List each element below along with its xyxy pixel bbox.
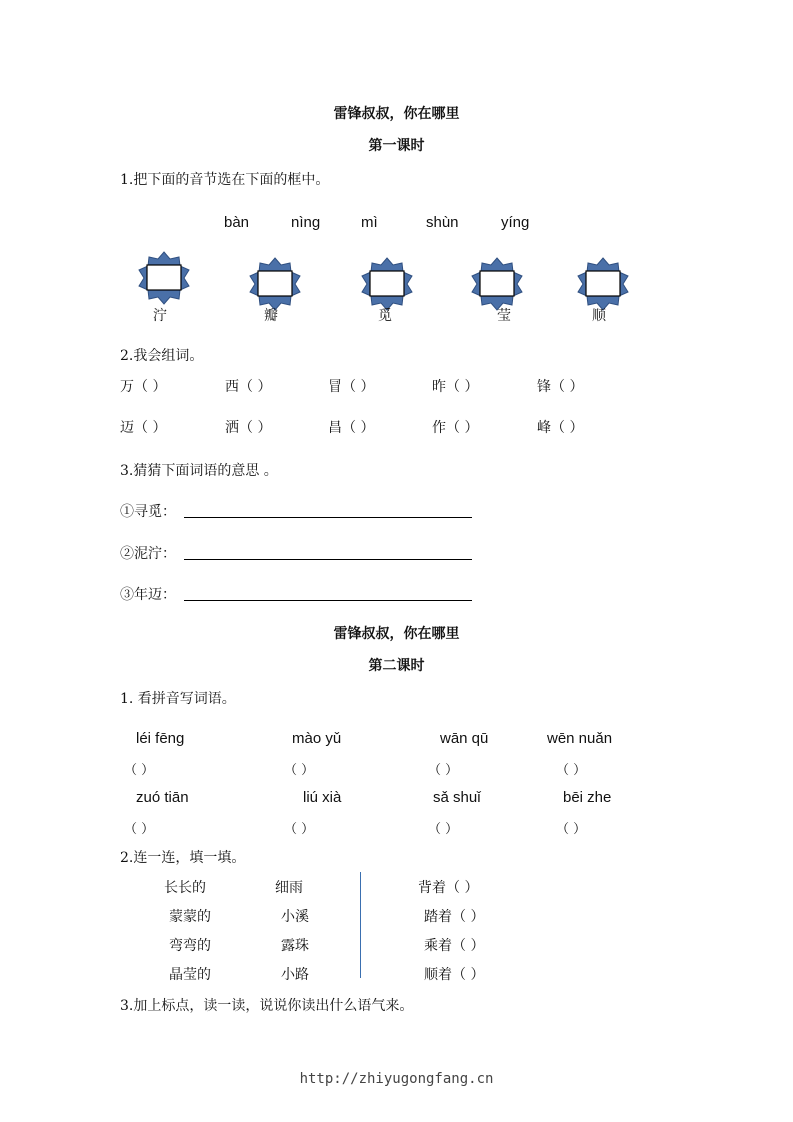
answer-box[interactable] xyxy=(137,251,191,305)
word-blank[interactable]: 迈（ ） xyxy=(120,420,167,436)
lesson2-q2-prompt: 2.连一连，填一填。 xyxy=(120,850,246,866)
match-left-item[interactable]: 晶莹的 xyxy=(169,967,211,983)
meaning-label: ③年迈： xyxy=(120,587,176,603)
meaning-label: ①寻觅： xyxy=(120,504,176,520)
lesson1-q1-prompt: 1.把下面的音节选在下面的框中。 xyxy=(120,172,330,188)
syllable: shùn xyxy=(426,214,459,231)
character: 泞 xyxy=(153,308,167,324)
pinyin-word: zuó tiān xyxy=(136,789,189,806)
meaning-label: ②泥泞： xyxy=(120,546,176,562)
syllable: bàn xyxy=(224,214,250,231)
match-right-item[interactable]: 露珠 xyxy=(281,938,309,954)
write-blank[interactable]: （ ） xyxy=(556,763,587,778)
word-blank[interactable]: 昌（ ） xyxy=(328,420,375,436)
match-right-item[interactable]: 小溪 xyxy=(281,909,309,925)
lesson1-q2-prompt: 2.我会组词。 xyxy=(120,348,204,364)
answer-box[interactable] xyxy=(248,257,302,311)
match-left-item[interactable]: 长长的 xyxy=(164,880,206,896)
pinyin-word: léi fēng xyxy=(136,730,185,747)
fill-blank[interactable]: 背着（ ） xyxy=(418,880,479,896)
syllable: mì xyxy=(361,214,378,231)
match-right-item[interactable]: 小路 xyxy=(281,967,309,983)
write-blank[interactable]: （ ） xyxy=(428,763,459,778)
word-blank[interactable]: 冒（ ） xyxy=(328,379,375,395)
write-blank[interactable]: （ ） xyxy=(284,763,315,778)
word-blank[interactable]: 作（ ） xyxy=(432,420,479,436)
match-left-item[interactable]: 弯弯的 xyxy=(169,938,211,954)
word-blank[interactable]: 西（ ） xyxy=(225,379,272,395)
pinyin-word: bēi zhe xyxy=(563,789,612,806)
fill-blank[interactable]: 乘着（ ） xyxy=(424,938,485,954)
match-right-item[interactable]: 细雨 xyxy=(275,880,303,896)
fill-blank[interactable]: 顺着（ ） xyxy=(424,967,485,983)
character: 觅 xyxy=(378,308,392,324)
answer-box[interactable] xyxy=(576,257,630,311)
pinyin-word: liú xià xyxy=(303,789,342,806)
column-divider xyxy=(360,872,361,978)
word-blank[interactable]: 万（ ） xyxy=(120,379,167,395)
word-blank[interactable]: 锋（ ） xyxy=(537,379,584,395)
write-blank[interactable]: （ ） xyxy=(124,822,155,837)
write-blank[interactable]: （ ） xyxy=(124,763,155,778)
write-blank[interactable]: （ ） xyxy=(428,822,459,837)
pinyin-word: wēn nuǎn xyxy=(547,730,613,747)
answer-line[interactable] xyxy=(184,517,472,518)
pinyin-word: mào yǔ xyxy=(292,730,342,747)
word-blank[interactable]: 峰（ ） xyxy=(537,420,584,436)
lesson2-q1-prompt: 1. 看拼音写词语。 xyxy=(120,691,236,707)
write-blank[interactable]: （ ） xyxy=(284,822,315,837)
lesson1-subtitle: 第一课时 xyxy=(368,138,425,154)
answer-box[interactable] xyxy=(360,257,414,311)
syllable: nìng xyxy=(291,214,321,231)
answer-box[interactable] xyxy=(470,257,524,311)
answer-line[interactable] xyxy=(184,559,472,560)
lesson2-subtitle: 第二课时 xyxy=(368,658,425,674)
write-blank[interactable]: （ ） xyxy=(556,822,587,837)
fill-blank[interactable]: 踏着（ ） xyxy=(424,909,485,925)
character: 顺 xyxy=(592,308,606,324)
word-blank[interactable]: 洒（ ） xyxy=(225,420,272,436)
word-blank[interactable]: 昨（ ） xyxy=(432,379,479,395)
lesson2-q3-prompt: 3.加上标点，读一读，说说你读出什么语气来。 xyxy=(120,998,414,1014)
footer-url[interactable]: http://zhiyugongfang.cn xyxy=(299,1071,494,1087)
syllable: yíng xyxy=(501,214,530,231)
lesson1-title: 雷锋叔叔，你在哪里 xyxy=(333,106,460,122)
lesson1-q3-prompt: 3.猜猜下面词语的意思 。 xyxy=(120,463,278,479)
match-left-item[interactable]: 蒙蒙的 xyxy=(169,909,211,925)
lesson2-title: 雷锋叔叔，你在哪里 xyxy=(333,626,460,642)
pinyin-word: wān qū xyxy=(440,730,489,747)
character: 莹 xyxy=(497,308,511,324)
pinyin-word: sǎ shuǐ xyxy=(433,789,481,806)
answer-line[interactable] xyxy=(184,600,472,601)
character: 瓣 xyxy=(264,308,278,324)
